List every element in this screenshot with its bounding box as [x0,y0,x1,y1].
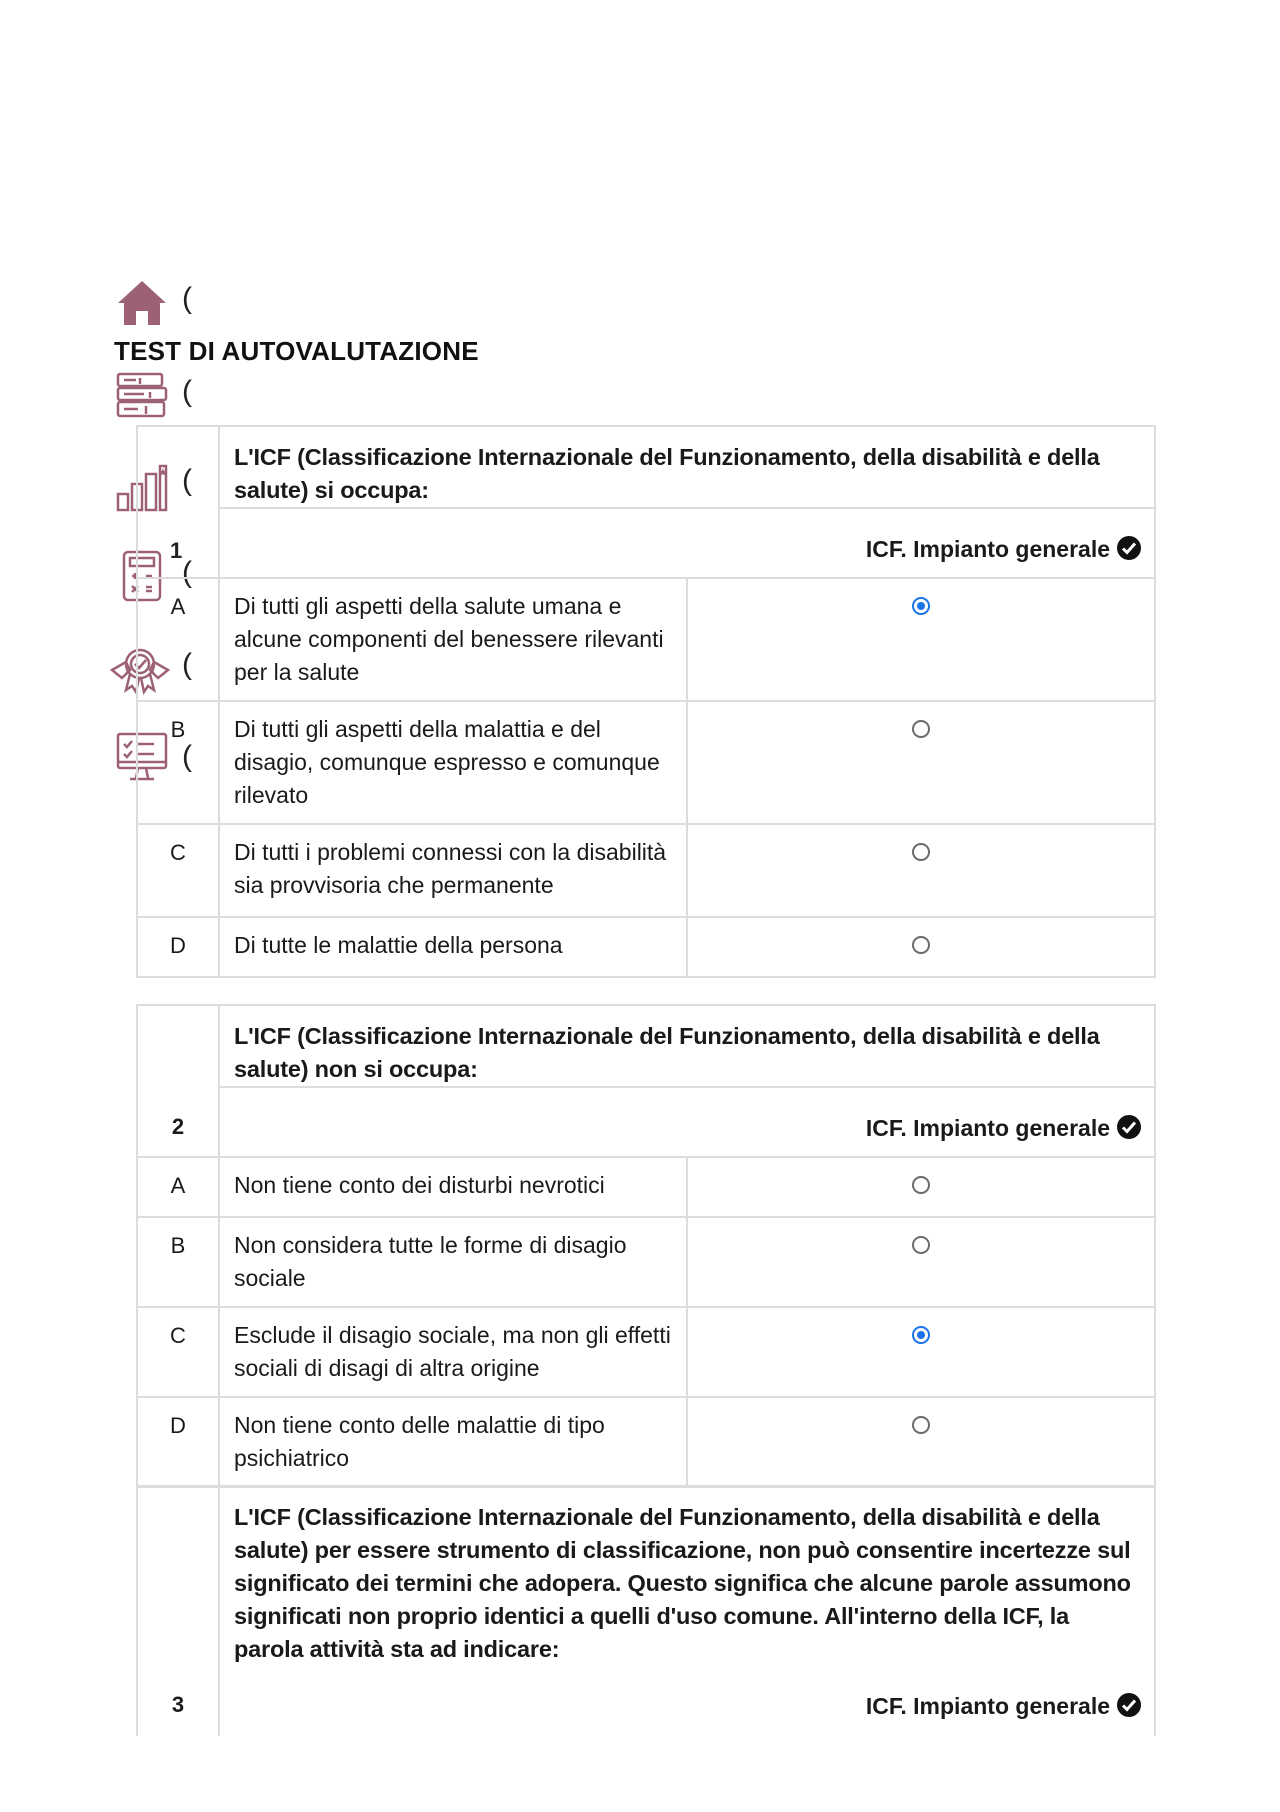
option-letter: C [137,1307,219,1397]
option-text: Non tiene conto dei disturbi nevrotici [219,1157,687,1217]
question-number-marker: 1 [170,538,183,563]
option-text: Di tutte le malattie della persona [219,917,687,977]
answer-option-row[interactable] [137,1397,1155,1487]
question-number-cell [137,426,219,578]
paren-marker: ( [182,740,192,773]
page-title: TEST DI AUTOVALUTAZIONE [114,336,479,366]
home-icon[interactable] [114,275,170,331]
question-number-cell: 3 [137,1486,219,1736]
paren-marker: ( [182,282,192,315]
option-text: Di tutti gli aspetti della salute umana e alcune componenti del benessere rilevanti per la salute [219,578,687,701]
option-radio[interactable] [912,597,930,615]
option-radio[interactable] [912,1326,930,1344]
option-letter: B [137,1217,219,1307]
question-text: L'ICF (Classificazione Internazionale del Funzionamento, della disabilità e della salute) per essere strumento di classificazione, non può consentire incertezze sul significato dei termini che adopera. Questo significa che alcune parole assumono significati non proprio identici a quelli d'uso comune. All'interno della ICF, la parola attività sta ad indicare: [219,1486,1155,1666]
option-letter: D [137,1397,219,1487]
option-letter: D [137,917,219,977]
answer-option-row[interactable] [137,701,1155,824]
option-radio[interactable] [912,1176,930,1194]
topic-label: ICF. Impianto generale [865,1115,1110,1141]
question-header-row [137,1486,1155,1666]
option-radio[interactable] [912,843,930,861]
question-header-row [137,426,1155,508]
option-letter: B [137,701,219,824]
question-topic [219,508,1155,578]
topic-label: ICF. Impianto generale [865,536,1110,562]
option-radio[interactable] [912,720,930,738]
answer-option-row[interactable] [137,578,1155,701]
check-circle-icon [1116,1114,1142,1140]
paren-marker: ( [182,464,192,497]
question-2-table [136,1004,1156,1488]
answer-option-row[interactable] [137,917,1155,977]
question-topic [219,1666,1155,1736]
books-icon[interactable] [114,368,170,424]
question-header-row [137,1005,1155,1087]
answer-option-row[interactable] [137,1217,1155,1307]
question-text: L'ICF (Classificazione Internazionale del Funzionamento, della disabilità e della salute) si occupa: [219,426,1155,508]
question-text: L'ICF (Classificazione Internazionale del Funzionamento, della disabilità e della salute) non si occupa: [219,1005,1155,1087]
check-circle-icon [1116,1692,1142,1718]
question-topic-row [137,508,1155,578]
question-topic [219,1087,1155,1157]
option-radio[interactable] [912,1416,930,1434]
paren-marker: ( [182,375,192,408]
question-3-table [136,1485,1156,1736]
option-text: Non tiene conto delle malattie di tipo psichiatrico [219,1397,687,1487]
option-letter: A [137,578,219,701]
question-number-cell: 2 [137,1005,219,1157]
answer-option-row[interactable] [137,1157,1155,1217]
option-letter: A [137,1157,219,1217]
question-topic-row [137,1666,1155,1736]
option-text: Esclude il disagio sociale, ma non gli effetti sociali di disagi di altra origine [219,1307,687,1397]
paren-marker: ( [182,648,192,681]
answer-option-row[interactable] [137,1307,1155,1397]
topic-label: ICF. Impianto generale [865,1693,1110,1719]
check-circle-icon [1116,535,1142,561]
option-radio[interactable] [912,1236,930,1254]
option-radio[interactable] [912,936,930,954]
question-topic-row [137,1087,1155,1157]
option-text: Di tutti i problemi connessi con la disabilità sia provvisoria che permanente [219,824,687,917]
question-1-table [136,425,1156,978]
paren-marker: ( [182,556,192,589]
answer-option-row[interactable] [137,824,1155,917]
option-text: Non considera tutte le forme di disagio sociale [219,1217,687,1307]
option-text: Di tutti gli aspetti della malattia e del disagio, comunque espresso e comunque rilevato [219,701,687,824]
option-letter: C [137,824,219,917]
